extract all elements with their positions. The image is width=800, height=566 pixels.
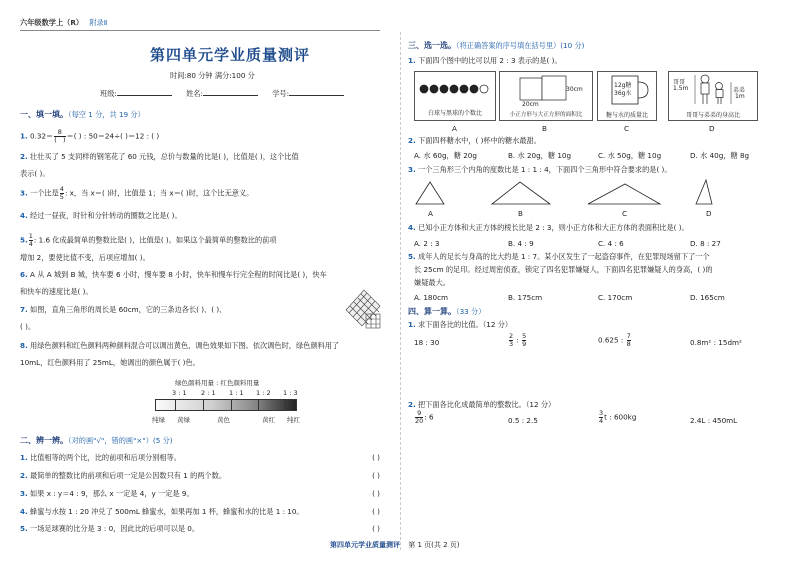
q-text: 最简单的整数比的前项和后项一定是公因数只有 1 的两个数。 [30,471,227,480]
q-text: 一场足球赛的比分是 3 : 0，因此比的后项可以是 0。 [30,524,200,533]
triangle-d [696,180,712,204]
option-d-brothers [668,71,758,121]
section-3-note: （将正确答案的序号填在括号里）(10 分) [456,41,585,50]
option-caption: 糖与水的质量比 [605,112,648,119]
answer-blank[interactable]: ( ) [372,471,380,480]
fraction [522,333,526,348]
q1-2 [20,152,299,162]
q-number: 1. [408,56,416,65]
q-text: 经过一昼夜，时针和分针转动的圈数之比是( )。 [30,211,182,220]
q-number: 1. [20,453,28,462]
q-text: 如图，直角三角形的周长是 60cm，它的三条边各长( )、( )、 [30,305,227,314]
id-field[interactable] [289,87,344,96]
option-caption: 小正方形与大正方形的面积比 [509,112,583,118]
q-text: 壮壮买了 5 支同样的钢笔花了 60 元钱，总价与数量的比是( )，比值是( )，这个比值 [30,152,299,161]
fraction [599,410,603,425]
q3-5 [408,252,710,262]
q-text: 一个比是 [30,188,59,198]
water-label: 36g水 [614,90,632,97]
section-2-title: 二、辨一辨。 [20,436,68,445]
calc-item: 18 : 30 [414,338,440,347]
q-text: 下面四杯糖水中，( )杯中的糖水最甜。 [418,136,541,145]
grade-label: 六年级数学上（R） [20,18,84,27]
fraction-num: 5 [522,332,527,340]
calc-text: : 6 [424,412,434,422]
color-name: 纯红 [287,416,300,424]
page-number: 第 1 页(共 2 页) [408,541,460,549]
q-text: 如果 x : y＝4 : 9，那么 x 一定是 4，y 一定是 9。 [30,489,194,498]
exam-time-score: 时间:80 分钟 满分:100 分 [170,71,255,80]
q1-2-line2: 表示( )。 [20,169,50,178]
calc-text: 0.625 : [598,335,624,345]
page-fold [400,32,401,550]
q-text: 成年人的足长与身高的比大约是 1 : 7。某小区发生了一起盗窃事件，在犯罪现场留下了一个 [418,252,710,261]
q-text: 0.32＝ [30,131,54,141]
option[interactable]: A. 水 60g，糖 20g [414,151,477,160]
option-b-squares [499,71,593,121]
ratio-label: 2 : 1 [201,389,216,397]
option[interactable]: B. 水 20g，糖 10g [508,151,572,160]
section-1-title: 一、填一填。 [20,110,68,119]
fraction-num: 8 [54,129,65,137]
answer-blank[interactable]: ( ) [372,453,380,462]
color-names [152,415,395,424]
color-name: 黄绿 [177,416,190,424]
fraction [509,333,513,348]
judge-item [20,524,390,534]
fraction-num: 2 [509,332,514,340]
fraction-den: 3 [509,340,514,348]
q-number: 7. [20,305,28,314]
option-letter[interactable]: B [542,124,547,133]
q3-5-line3: 嫌疑最大。 [414,278,450,287]
section-4-heading [408,306,485,317]
q3-1 [408,56,562,66]
q-number: 5. [20,524,28,533]
calc-item [414,410,434,425]
fraction-num: 9 [415,410,423,418]
fraction [29,233,33,248]
section-4-title: 四、算一算。 [408,307,456,316]
q1-8-line2: 10mL，红色颜料用了 25mL，她调出的颜色属于( )色。 [20,358,200,367]
q-number: 2. [20,152,28,161]
fraction [415,410,423,425]
footer [330,540,460,550]
class-field[interactable] [117,87,172,96]
answer-blank[interactable]: ( ) [372,489,380,498]
q1-5 [20,233,277,248]
calc-item: 0.8m² : 15dm² [690,338,742,347]
section-2-heading [20,435,173,446]
q-number: 5. [408,252,416,261]
fraction-den: 9 [522,340,527,348]
exam-title: 第四单元学业质量测评 [150,46,311,64]
option[interactable]: C. 4 : 6 [598,239,624,248]
ratio-label: 1 : 3 [283,389,298,397]
q-number: 3. [20,489,28,498]
q-text: 下面四个图中的比可以用 2 : 3 表示的是( )。 [418,56,562,65]
q-text: 一个三角形三个内角的度数比是 1 : 1 : 4，下面四个三角形中符合要求的是( )。 [418,165,672,174]
q-number: 3. [20,188,28,198]
triangle-c [588,184,660,204]
fraction-den: 5 [59,193,64,201]
q1-7-line2: ( )。 [20,322,36,331]
option[interactable]: D. 水 40g，糖 8g [690,151,750,160]
q1-4 [20,211,182,221]
section-1-note: （每空 1 分，共 19 分） [68,110,145,119]
option-letter[interactable]: A [452,124,457,133]
color-name: 黄色 [217,416,230,424]
ratio-bar-title: 绿色颜料用量 : 红色颜料用量 [175,379,260,387]
q-text: ＝( ) : 50＝24÷( )＝12 : ( ) [66,131,160,141]
q3-5-line2: 长 25cm 的足印。经过周密侦查，锁定了四名犯罪嫌疑人，下面四名犯罪嫌疑人的身高，( )的 [414,265,713,274]
option-letter[interactable]: C [622,209,628,218]
option[interactable]: B. 4 : 9 [508,239,534,248]
judge-item [20,453,390,463]
appendix-tag: 附录Ⅱ [89,18,108,27]
q1-3 [20,186,253,201]
student-info [100,87,344,99]
class-label: 班级: [100,89,117,98]
younger-height: 1m [735,93,745,100]
fraction-den: 8 [626,340,631,348]
calc-item: 2.4L : 450mL [690,416,738,425]
q4-1 [408,320,512,330]
fraction-num: 7 [626,332,631,340]
q1-6-line2: 和快车的速度比是( )。 [20,287,93,296]
q3-3 [408,165,672,175]
gradient-ticks [155,399,295,411]
triangles-figure [410,178,790,208]
fraction-num: 3 [599,409,604,417]
q1-7 [20,305,226,315]
q3-4 [408,223,689,233]
q1-8 [20,341,339,351]
elder-height: 1.5m [673,85,689,92]
q-text: 把下面各比化成最简单的整数比。（12 分） [418,400,556,409]
q-number: 3. [408,165,416,174]
q-number: 5. [20,235,28,245]
fraction-den: 4 [599,417,604,425]
option-a-balls [414,71,496,121]
option[interactable]: A. 180cm [414,293,449,302]
calc-item [598,333,632,348]
younger-label: 弟弟 [733,87,746,94]
q4-2 [408,400,555,410]
q-number: 2. [20,471,28,480]
header-rule [20,30,380,31]
name-field[interactable] [203,87,258,96]
ratio-label: 3 : 1 [172,389,187,397]
q-text: 蜂蜜与水按 1 : 20 冲兑了 500mL 蜂蜜水，如果再加 1 杯，蜂蜜和水的比是 1 : 10。 [30,507,304,516]
grade-header [20,18,107,28]
balls-graphic [415,72,495,106]
color-name: 纯绿 [152,416,165,424]
judge-item [20,471,390,481]
footer-title: 第四单元学业质量测评 [330,541,400,549]
triangle-squares-figure [340,284,388,332]
color-name: 黄红 [262,416,275,424]
q-text: 比值相等的两个比，比的前项和后项分别相等。 [30,453,181,462]
q-number: 2. [408,400,416,409]
option-caption: 白球与黑球的个数比 [427,110,482,117]
section-1-heading [20,109,145,120]
q-text: 求下面各比的比值。（12 分） [418,320,513,329]
option-letter[interactable]: B [518,209,523,218]
q-text: A 从 A 城到 B 城，快车要 6 小时，慢车要 8 小时，快车和慢车行完全程的时间比是( )，快车 [30,270,327,279]
fraction [60,186,64,201]
q1-6 [20,270,327,280]
q-text: : 1.6 化成最简单的整数比是( )，比值是( )。如果这个最简单的整数比的前项 [33,235,277,245]
answer-blank[interactable]: ( ) [372,507,380,516]
fraction-den: 4 [28,240,33,248]
ratio-label: 1 : 2 [256,389,271,397]
q1-1 [20,129,159,144]
option-letter[interactable]: D [706,209,712,218]
judge-item [20,507,390,517]
q-number: 1. [408,320,416,329]
answer-blank[interactable]: ( ) [372,524,380,533]
q-number: 6. [20,270,28,279]
calc-item: 0.5 : 2.5 [508,416,538,425]
section-3-heading [408,40,584,51]
option[interactable]: D. 8 : 27 [690,239,721,248]
name-label: 姓名: [186,89,203,98]
id-label: 学号: [272,89,289,98]
option[interactable]: D. 165cm [690,293,725,302]
q-number: 4. [20,507,28,516]
option-letter[interactable]: C [624,124,630,133]
q1-5-line2: 增加 2，要使比值不变，后项应增加( )。 [20,253,150,262]
section-3-title: 三、选一选。 [408,41,456,50]
calc-text: t : 600kg [604,412,637,422]
judge-item [20,489,390,499]
calc-item: $\frac{2}{3}$ : $\frac{5}{9}$ [509,332,527,348]
side-label: 30cm [566,86,583,93]
q-text: 用绿色颜料和红色颜料两种颜料混合可以调出黄色，调色效果如下图。依次调色时，绿色颜料用了 [30,341,340,350]
fraction-blank[interactable]: ( ) [54,136,66,144]
option[interactable]: C. 170cm [598,293,633,302]
q-number: 4. [20,211,28,220]
option-letter[interactable]: A [428,209,433,218]
fraction [54,129,65,144]
ratio-label: 1 : 1 [229,389,244,397]
option-c-cup [597,71,657,121]
section-2-note: （对的画"√"，错的画"×"）(5 分) [68,436,173,445]
q-number: 4. [408,223,416,232]
triangle-a [416,182,444,204]
side-label: 20cm [522,101,539,108]
q-number: 2. [408,136,416,145]
q-number: 8. [20,341,28,350]
fraction-den: 20 [415,417,424,425]
fraction [627,333,631,348]
fraction-num: 4 [59,185,64,193]
q-number: 1. [20,131,28,141]
option[interactable]: C. 水 50g，糖 10g [598,151,662,160]
calc-item [598,410,636,425]
option-caption: 哥哥与弟弟的身高比 [685,112,740,119]
ratio-labels [155,389,395,397]
q3-2 [408,136,541,146]
q-text: : x，当 x＝( )时，比值是 1；当 x＝( )时，这个比无意义。 [64,188,254,198]
q-text: 已知小正方体和大正方体的棱长比是 2 : 3，则小正方体和大正方体的表面积比是( )。 [418,223,689,232]
option[interactable]: A. 2 : 3 [414,239,440,248]
option-letter[interactable]: D [709,124,715,133]
fraction-num: 1 [28,232,33,240]
elder-label: 哥哥 [673,79,686,86]
option[interactable]: B. 175cm [508,293,543,302]
sugar-label: 12g糖 [614,82,632,89]
triangle-b [492,182,550,204]
section-4-note: （33 分） [456,307,486,316]
